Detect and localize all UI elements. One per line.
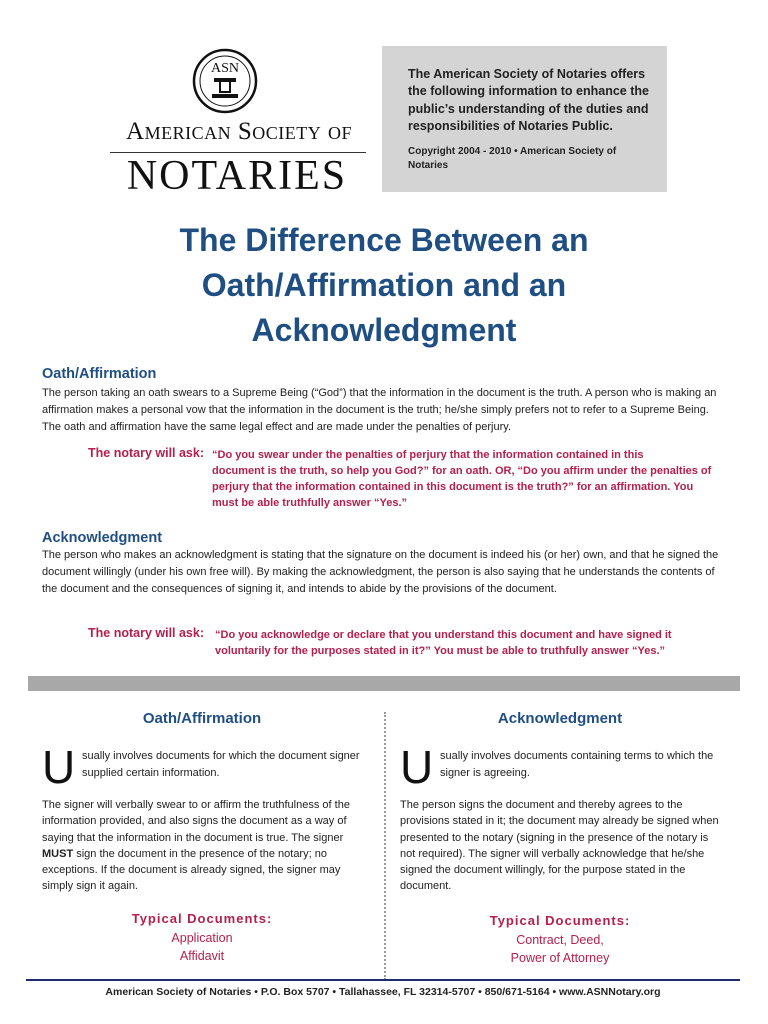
title-line-3: Acknowledgment [251,312,517,348]
oath-body: The person taking an oath swears to a Supreme Being (“God”) that the information in the document is the truth. A person who is making an affirmation makes a personal vow that the information in the document is the truth; he/she simply prefers not to refer to a Supreme Being. The oath and affirmation have the same legal effect and are made under the penalties of perjury. [42,387,717,433]
oath-dropcap: U [42,741,76,793]
ack-column [400,700,720,970]
title-line-2: Oath/Affirmation and an [201,267,567,303]
ack-typical-item: Contract, Deed, [516,933,604,947]
page-title [60,218,708,353]
ack-body: The person who makes an acknowledgment is stating that the signature on the document is indeed his (or her) own, and that he signed the document willingly (under his own free will). By making the acknowledgment, the person is also saying that he understands the contents of the document and the consequences of signing it, and intends to abide by the provisions of the document. [42,549,719,595]
oath-column [42,700,362,970]
must-emphasis: MUST [42,847,74,860]
oath-ask-rest: document is the truth, so help you God?” for an oath. OR, “Do you affirm under the penalties of perjury that the information contained in this document is the truth?” for an affirmation. You must be able truthfully answer “Yes.” [212,465,712,509]
info-box [382,46,667,192]
column-divider [384,712,386,980]
ack-column-intro: sually involves documents containing terms to which the signer is agreeing. [440,750,714,779]
oath-column-intro: sually involves documents for which the document signer supplied certain information. [82,750,360,779]
footer-contact: American Society of Notaries • P.O. Box 5707 • Tallahassee, FL 32314-5707 • 850/671-5164 • www.ASNNotary.org [105,986,661,998]
footer-rule [26,979,740,981]
oath-typical-item: Affidavit [179,949,225,963]
ack-column-para: The person signs the document and thereby agrees to the provisions stated in it; the document may already be signed when presented to the notary (signing in the presence of the notary is not required). The signer will verbally acknowledge that he/she signed the document willingly, for the purpose stated in the document. [400,799,719,893]
oath-typical-item: Application [171,931,233,945]
oath-column-title: Oath/Affirmation [142,710,262,727]
copyright-text: Copyright 2004 - 2010 • American Society of Notaries [408,146,617,171]
ack-ask-line1: “Do you acknowledge or declare that you understand this document and have signed it [215,629,672,641]
ack-typical-item: Power of Attorney [510,951,610,965]
org-name-line1: American Society of [126,118,352,145]
oath-para-part1: The signer will verbally swear to or affirm the truthfulness of the information provided, and also signs the document as a way of saying that the information in the document is true. The signer [42,799,350,844]
ack-ask-rest: voluntarily for the purposes stated in it?” You must be able to truthfully answer “Yes.” [215,645,666,657]
ack-ask-label: The notary will ask: [88,626,205,640]
oath-ask-line1: “Do you swear under the penalties of perjury that the information contained in this [212,449,644,461]
title-line-1: The Difference Between an [179,222,589,258]
oath-ask-label: The notary will ask: [88,446,205,460]
ack-heading: Acknowledgment [42,530,163,546]
ack-column-title: Acknowledgment [497,710,623,727]
org-name-line2: NOTARIES [126,153,348,199]
oath-column-para [42,797,364,895]
oath-heading: Oath/Affirmation [42,366,157,382]
seal-letters: ASN [210,61,240,76]
info-text: The American Society of Notaries offers the following information to enhance the public’s understanding of the duties and responsibilities of Notaries Public. [408,67,649,133]
notary-seal-icon [192,48,258,114]
ack-dropcap: U [400,741,434,793]
ack-typical-label: Typical Documents: [489,913,631,928]
asn-logo [104,44,370,199]
section-divider-bar [28,676,740,691]
oath-typical-label: Typical Documents: [131,911,273,926]
oath-para-part2: sign the document in the presence of the notary; no exceptions. If the document is already signed, the signer may simply sign it again. [42,847,341,893]
